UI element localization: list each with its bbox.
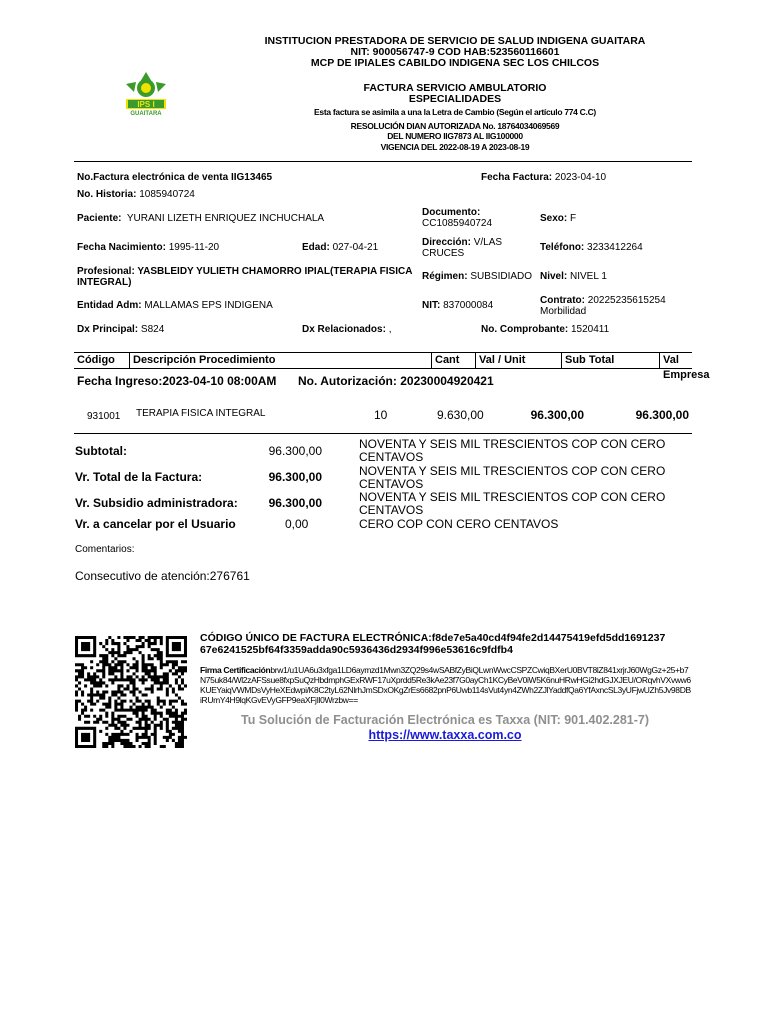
voucher-number: No. Comprobante: 1520411 bbox=[481, 324, 610, 335]
col-val-unit: Val / Unit bbox=[476, 353, 562, 368]
col-sub-total: Sub Total bbox=[562, 353, 660, 368]
sex: Sexo: F bbox=[540, 213, 577, 224]
dx-related: Dx Relacionados: , bbox=[302, 324, 392, 335]
divider bbox=[74, 161, 692, 162]
document-title: FACTURA SERVICIO AMBULATORIO bbox=[363, 82, 547, 94]
total-label: Vr. Total de la Factura: bbox=[75, 470, 203, 484]
row-descripcion: TERAPIA FISICA INTEGRAL bbox=[136, 408, 266, 419]
entity-nit: NIT: 837000084 bbox=[422, 300, 494, 311]
address: Dirección: V/LAS CRUCES bbox=[422, 237, 503, 259]
row-val-empresa: 96.300,00 bbox=[635, 408, 689, 422]
subtotal-label: Subtotal: bbox=[75, 444, 127, 458]
institution-location: MCP DE IPIALES CABILDO INDIGENA SEC LOS CHILCOS bbox=[310, 57, 600, 69]
row-sub-total: 96.300,00 bbox=[530, 408, 584, 422]
taxxa-link[interactable]: https://www.taxxa.com.co bbox=[368, 728, 522, 742]
institution-name: INSTITUCION PRESTADORA DE SERVICIO DE SALUD INDIGENA GUAITARA bbox=[264, 35, 646, 47]
attention-consecutive: Consecutivo de atención:276761 bbox=[75, 569, 250, 583]
col-val-empresa: Val Empresa bbox=[663, 354, 710, 381]
professional: Profesional: YASBLEIDY YULIETH CHAMORRO IPIAL(TERAPIA FISICA INTEGRAL) bbox=[77, 266, 413, 288]
subtotal-value: 96.300,00 bbox=[268, 444, 322, 458]
svg-text:IPS I: IPS I bbox=[137, 100, 155, 109]
history-number: No. Historia: 1085940724 bbox=[77, 189, 195, 200]
validity: VIGENCIA DEL 2022-08-19 A 2023-08-19 bbox=[380, 142, 530, 152]
taxxa-tagline: Tu Solución de Facturación Electrónica es Taxxa (NIT: 901.402.281-7) bbox=[240, 713, 649, 727]
invoice-date: Fecha Factura: 2023-04-10 bbox=[481, 172, 607, 183]
number-range: DEL NUMERO IIG7873 AL IIG100000 bbox=[387, 131, 523, 141]
document-subtitle: ESPECIALIDADES bbox=[408, 93, 502, 105]
row-codigo: 931001 bbox=[87, 411, 121, 422]
ips-guaitara-logo bbox=[122, 70, 170, 116]
qr-modules bbox=[75, 636, 187, 748]
dian-resolution: RESOLUCIÓN DIAN AUTORIZADA No. 18764034069569 bbox=[350, 121, 560, 131]
row-val-unit: 9.630,00 bbox=[437, 408, 484, 422]
user-pay-words: CERO COP CON CERO CENTAVOS bbox=[359, 517, 559, 531]
phone: Teléfono: 3233412264 bbox=[540, 242, 643, 253]
level: Nivel: NIVEL 1 bbox=[540, 271, 607, 282]
invoice-number: No.Factura electrónica de venta IIG13465 bbox=[77, 172, 273, 183]
col-descripcion: Descripción Procedimiento bbox=[130, 353, 432, 368]
institution-nit: NIT: 900056747-9 COD HAB:523560116601 bbox=[350, 46, 560, 58]
total-words: NOVENTA Y SEIS MIL TRESCIENTOS COP CON CERO CENTAVOS bbox=[359, 464, 666, 491]
cufe: CÓDIGO ÚNICO DE FACTURA ELECTRÓNICA:f8de7e5a40cd4f94fe2d14475419efd5dd1691237 67e6241525bf64f3359adda90c5936436d2934f996e53616c9fdfb4 bbox=[200, 632, 666, 656]
contract: Contrato: 20225235615254 Morbilidad bbox=[540, 295, 666, 317]
svg-text:GUAITARA: GUAITARA bbox=[130, 111, 162, 116]
user-pay-value: 0,00 bbox=[285, 517, 309, 531]
user-pay-label: Vr. a cancelar por el Usuario bbox=[75, 517, 236, 531]
authorization-number: No. Autorización: 20230004920421 bbox=[298, 374, 494, 388]
signature-certification: Firma Certificaciónbrw1/u1UA6u3xfga1LD6aymzd1Mwn3ZQ29s4wSABfZyBiQLwnWwcCSPZCwiqBXerU0BVT8lZ841xrjrJ60WgGz+25+b7N75uk84/Wl2zAFSsue8fxpSuQzHbdmphGExRWF17uXprdd5Re3kAe23f7G0ayCh1KCyBeV0iW5K6nuHRwHGi2hdGJXJEU/ORqvhVXvww6KUEYaiqVWMDsVyHeXEdwpi/K8C2tyL62NlrhJmSDxOKgZrEs6682pnP6Uwb114sVut4yn4ZWh2ZJlYaddfQa6YfAxncSL3yUFjwUZh5Jv98DBiRUmY4H9lqKGvEVyGFP9eaXFjIl0Wrzbw== bbox=[200, 665, 691, 705]
admission-date: Fecha Ingreso:2023-04-10 08:00AM bbox=[77, 374, 277, 388]
age: Edad: 027-04-21 bbox=[302, 242, 379, 253]
dx-principal: Dx Principal: S824 bbox=[77, 324, 165, 335]
entity: Entidad Adm: MALLAMAS EPS INDIGENA bbox=[77, 300, 273, 311]
qr-code bbox=[75, 636, 187, 748]
total-value: 96.300,00 bbox=[268, 470, 322, 484]
regimen: Régimen: SUBSIDIADO bbox=[422, 271, 533, 282]
subsidy-words: NOVENTA Y SEIS MIL TRESCIENTOS COP CON CERO CENTAVOS bbox=[359, 490, 666, 517]
subsidy-value: 96.300,00 bbox=[268, 496, 322, 510]
subtotal-words: NOVENTA Y SEIS MIL TRESCIENTOS COP CON CERO CENTAVOS bbox=[359, 437, 666, 464]
letra-cambio-note: Esta factura se asimila a una la Letra de Cambio (Según el artículo 774 C.C) bbox=[314, 107, 596, 117]
birth-date: Fecha Nacimiento: 1995-11-20 bbox=[77, 242, 220, 253]
col-cant: Cant bbox=[432, 353, 476, 368]
patient-name: Paciente: YURANI LIZETH ENRIQUEZ INCHUCHALA bbox=[77, 213, 325, 224]
col-codigo: Código bbox=[74, 353, 130, 368]
subsidy-label: Vr. Subsidio administradora: bbox=[75, 496, 238, 510]
row-cant: 10 bbox=[374, 408, 388, 422]
document-id: Documento: CC1085940724 bbox=[422, 207, 493, 229]
divider bbox=[74, 433, 692, 434]
comments-label: Comentarios: bbox=[75, 544, 135, 555]
